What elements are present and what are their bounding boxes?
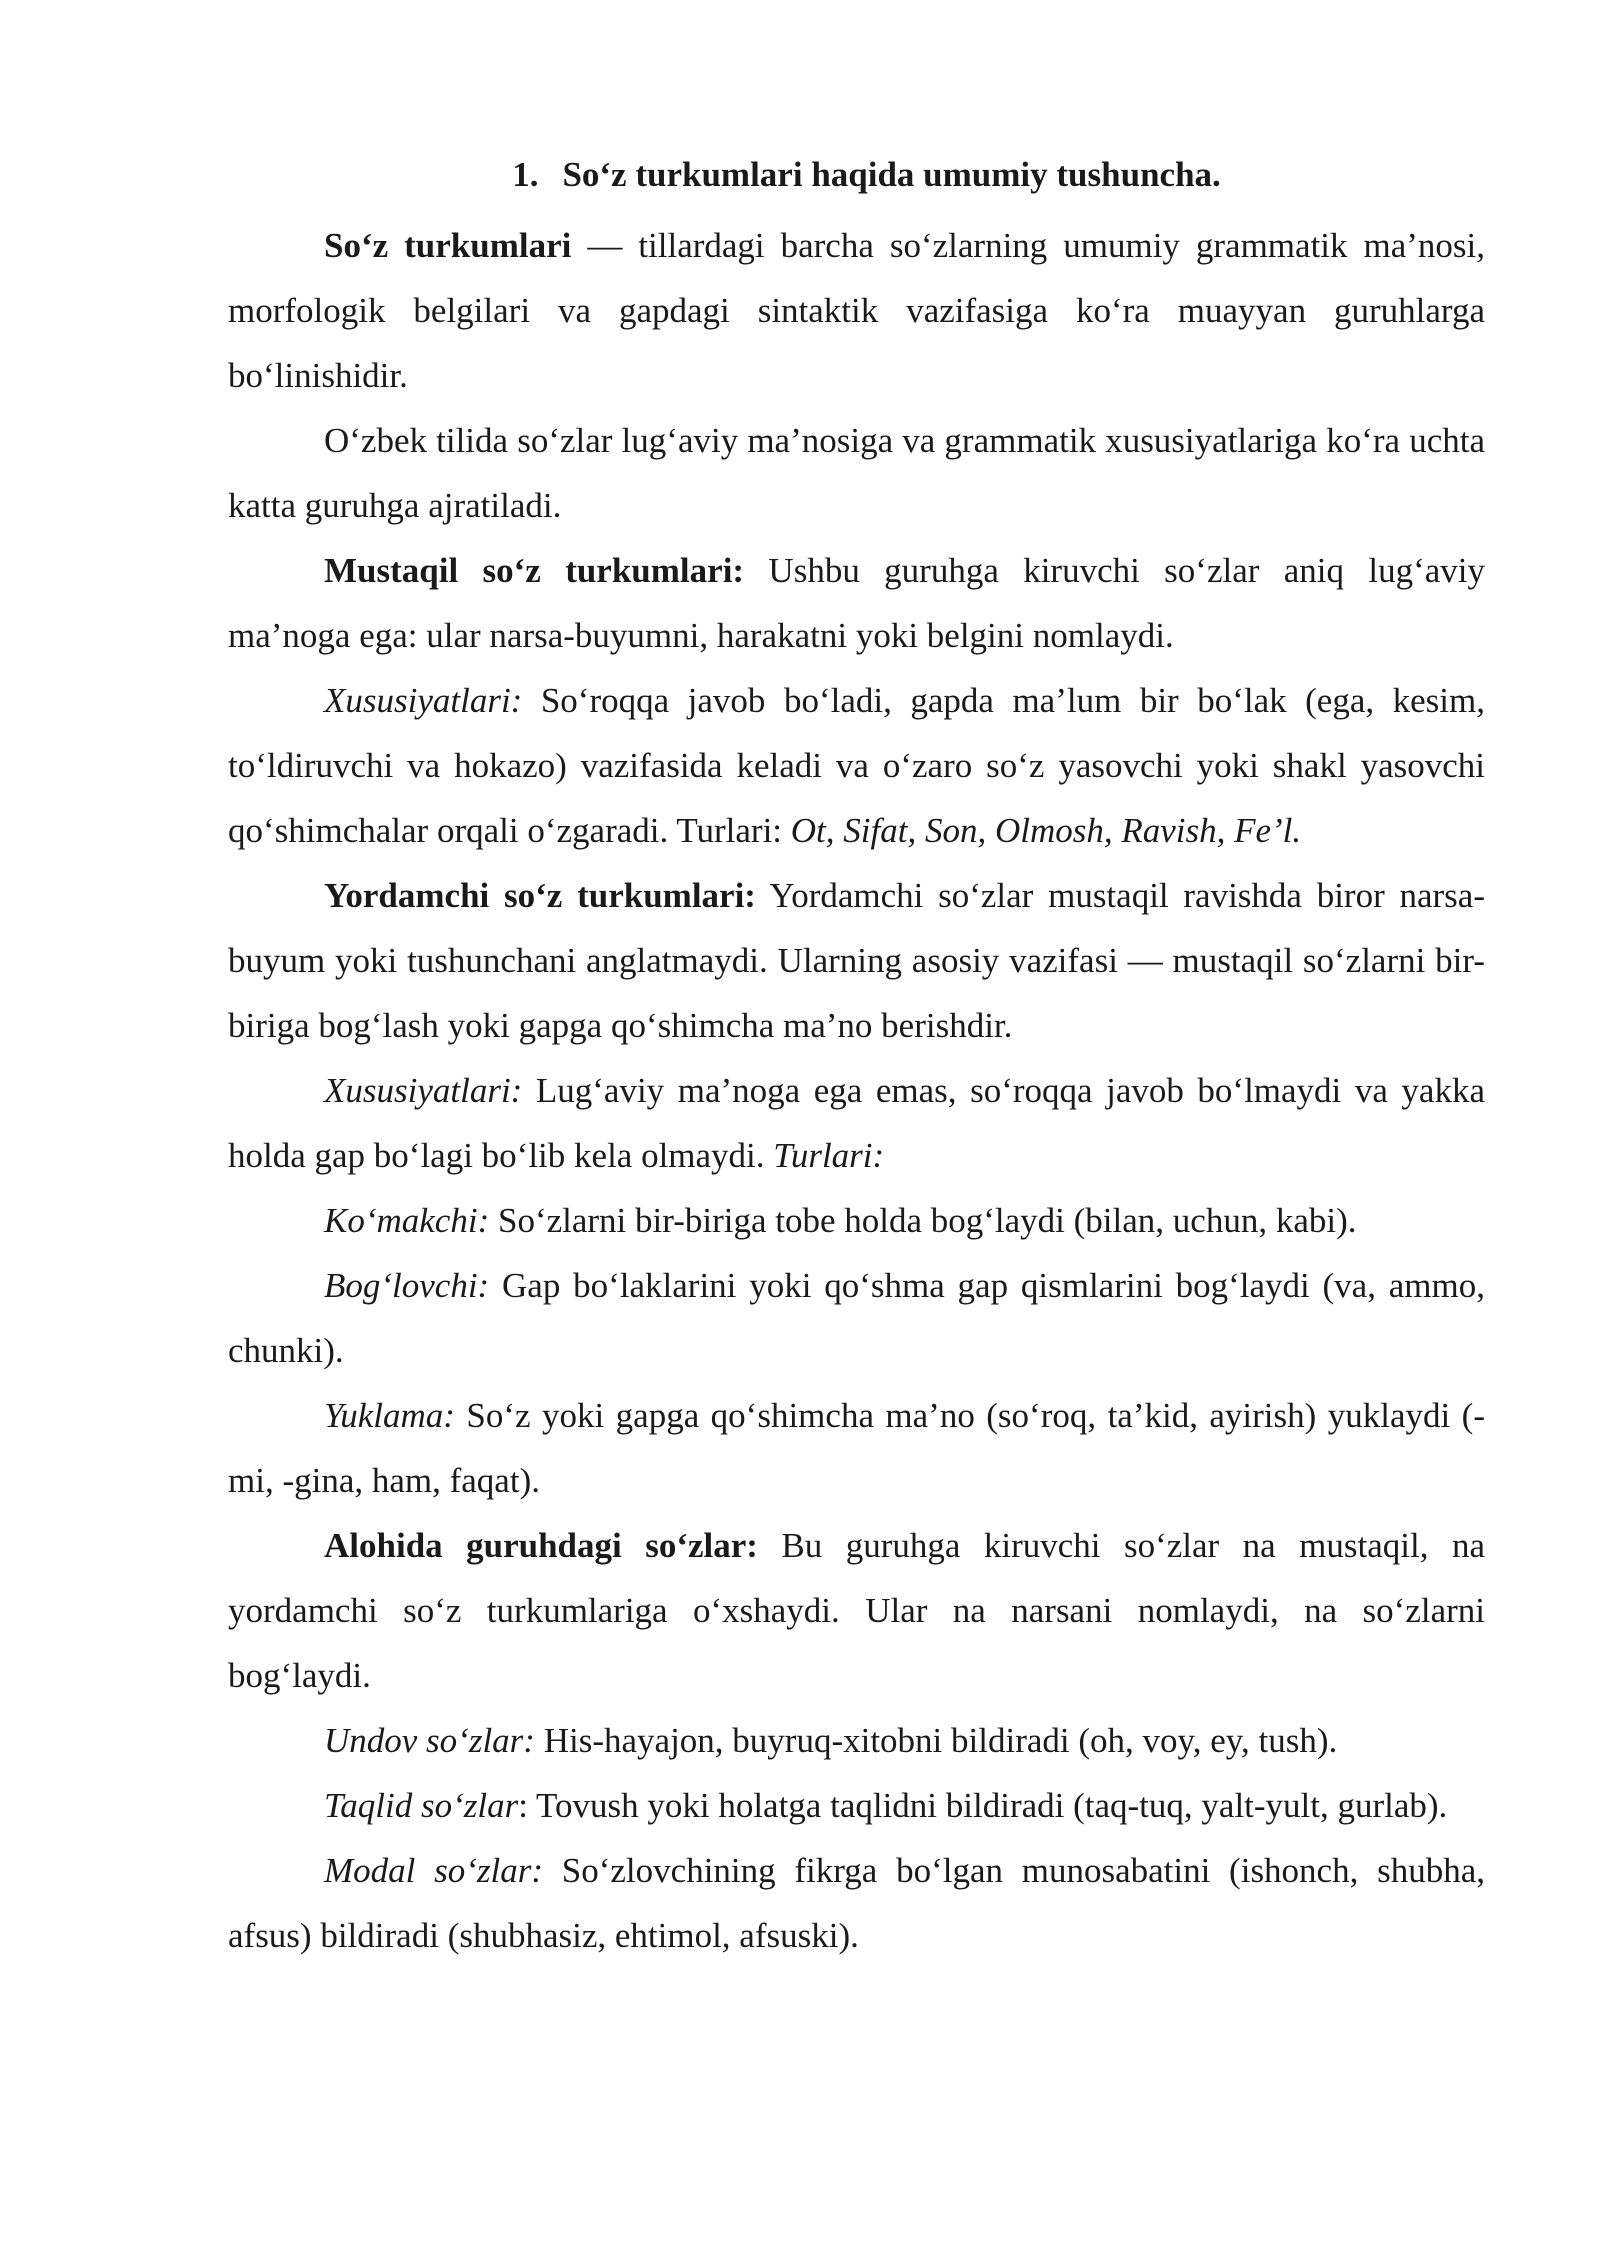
paragraph-conjunction: [228, 1253, 1485, 1383]
paragraph-text: O‘zbek tilida so‘zlar lug‘aviy ma’nosiga va grammatik xususiyatlariga ko‘ra uchta katta guruhga ajratiladi.: [228, 421, 1485, 525]
italic-term: Xususiyatlari:: [324, 1071, 523, 1110]
document-page: [228, 148, 1485, 1968]
bold-lead: Alohida guruhdagi so‘zlar:: [324, 1526, 758, 1565]
paragraph-independent-features: [228, 668, 1485, 863]
heading-text: So‘z turkumlari haqida umumiy tushuncha.: [562, 155, 1221, 194]
italic-tail: Turlari:: [773, 1136, 885, 1175]
heading-number: 1.: [512, 155, 539, 194]
paragraph-auxiliary-words: [228, 863, 1485, 1058]
paragraph-text: So‘zlarni bir-biriga tobe holda bog‘laydi (bilan, uchun, kabi).: [489, 1201, 1357, 1240]
paragraph-imitative-words: [228, 1773, 1485, 1838]
italic-term: Modal so‘zlar:: [324, 1851, 544, 1890]
paragraph-text: So‘zlovchining fikrga bo‘lgan munosabatini (ishonch, shubha, afsus) bildiradi (shubhasiz, ehtimol, afsuski).: [228, 1851, 1485, 1955]
section-heading: [228, 148, 1485, 202]
paragraph-text: Ushbu guruhga kiruvchi so‘zlar aniq lug‘aviy ma’noga ega: ular narsa-buyumni, harakatni yoki belgini nomlaydi.: [228, 551, 1485, 655]
paragraph-text: Gap bo‘laklarini yoki qo‘shma gap qismlarini bog‘laydi (va, ammo, chunki).: [228, 1266, 1485, 1370]
bold-lead: So‘z turkumlari: [324, 226, 572, 265]
italic-tail: Ot, Sifat, Son, Olmosh, Ravish, Fe’l.: [790, 811, 1302, 850]
paragraph-text: Bu guruhga kiruvchi so‘zlar na mustaqil, na yordamchi so‘z turkumlariga o‘xshaydi. Ular na narsani nomlaydi, na so‘zlarni bog‘laydi.: [228, 1526, 1485, 1695]
paragraph-text: : Tovush yoki holatga taqlidni bildiradi (taq-tuq, yalt-yult, gurlab).: [518, 1786, 1448, 1825]
paragraph-text: Lug‘aviy ma’noga ega emas, so‘roqqa javob bo‘lmaydi va yakka holda gap bo‘lagi bo‘lib kela olmaydi.: [228, 1071, 1485, 1175]
paragraph-modal-words: [228, 1838, 1485, 1968]
bold-lead: Yordamchi so‘z turkumlari:: [324, 876, 756, 915]
paragraph-text: So‘z yoki gapga qo‘shimcha ma’no (so‘roq, ta’kid, ayirish) yuklaydi (-mi, -gina, ham, faqat).: [228, 1396, 1485, 1500]
paragraph-independent-words: [228, 538, 1485, 668]
italic-term: Yuklama:: [324, 1396, 455, 1435]
paragraph-intro: [228, 408, 1485, 538]
paragraph-text: Yordamchi so‘zlar mustaqil ravishda biror narsa-buyum yoki tushunchani anglatmaydi. Ularning asosiy vazifasi — mustaqil so‘zlarni bir-biriga bog‘lash yoki gapga qo‘shimcha ma’no berishdir.: [228, 876, 1485, 1045]
italic-term: Bog‘lovchi:: [324, 1266, 490, 1305]
paragraph-particle: [228, 1383, 1485, 1513]
bold-lead: Mustaqil so‘z turkumlari:: [324, 551, 745, 590]
italic-term: Taqlid so‘zlar: [324, 1786, 519, 1825]
italic-term: Undov so‘zlar:: [324, 1721, 535, 1760]
italic-term: Ko‘makchi:: [324, 1201, 490, 1240]
italic-term: Xususiyatlari:: [324, 681, 523, 720]
paragraph-text: — tillardagi barcha so‘zlarning umumiy grammatik ma’nosi, morfologik belgilari va gapdagi sintaktik vazifasiga ko‘ra muayyan guruhlarga bo‘linishidir.: [228, 226, 1485, 395]
paragraph-text: His-hayajon, buyruq-xitobni bildiradi (oh, voy, ey, tush).: [534, 1721, 1338, 1760]
paragraph-interjection: [228, 1708, 1485, 1773]
paragraph-text: So‘roqqa javob bo‘ladi, gapda ma’lum bir bo‘lak (ega, kesim, to‘ldiruvchi va hokazo) vazifasida keladi va o‘zaro so‘z yasovchi yoki shakl yasovchi qo‘shimchalar orqali o‘zgaradi. Turlari:: [228, 681, 1485, 850]
paragraph-definition: [228, 213, 1485, 408]
paragraph-auxiliary-features: [228, 1058, 1485, 1188]
paragraph-postposition: [228, 1188, 1485, 1253]
paragraph-separate-group: [228, 1513, 1485, 1708]
